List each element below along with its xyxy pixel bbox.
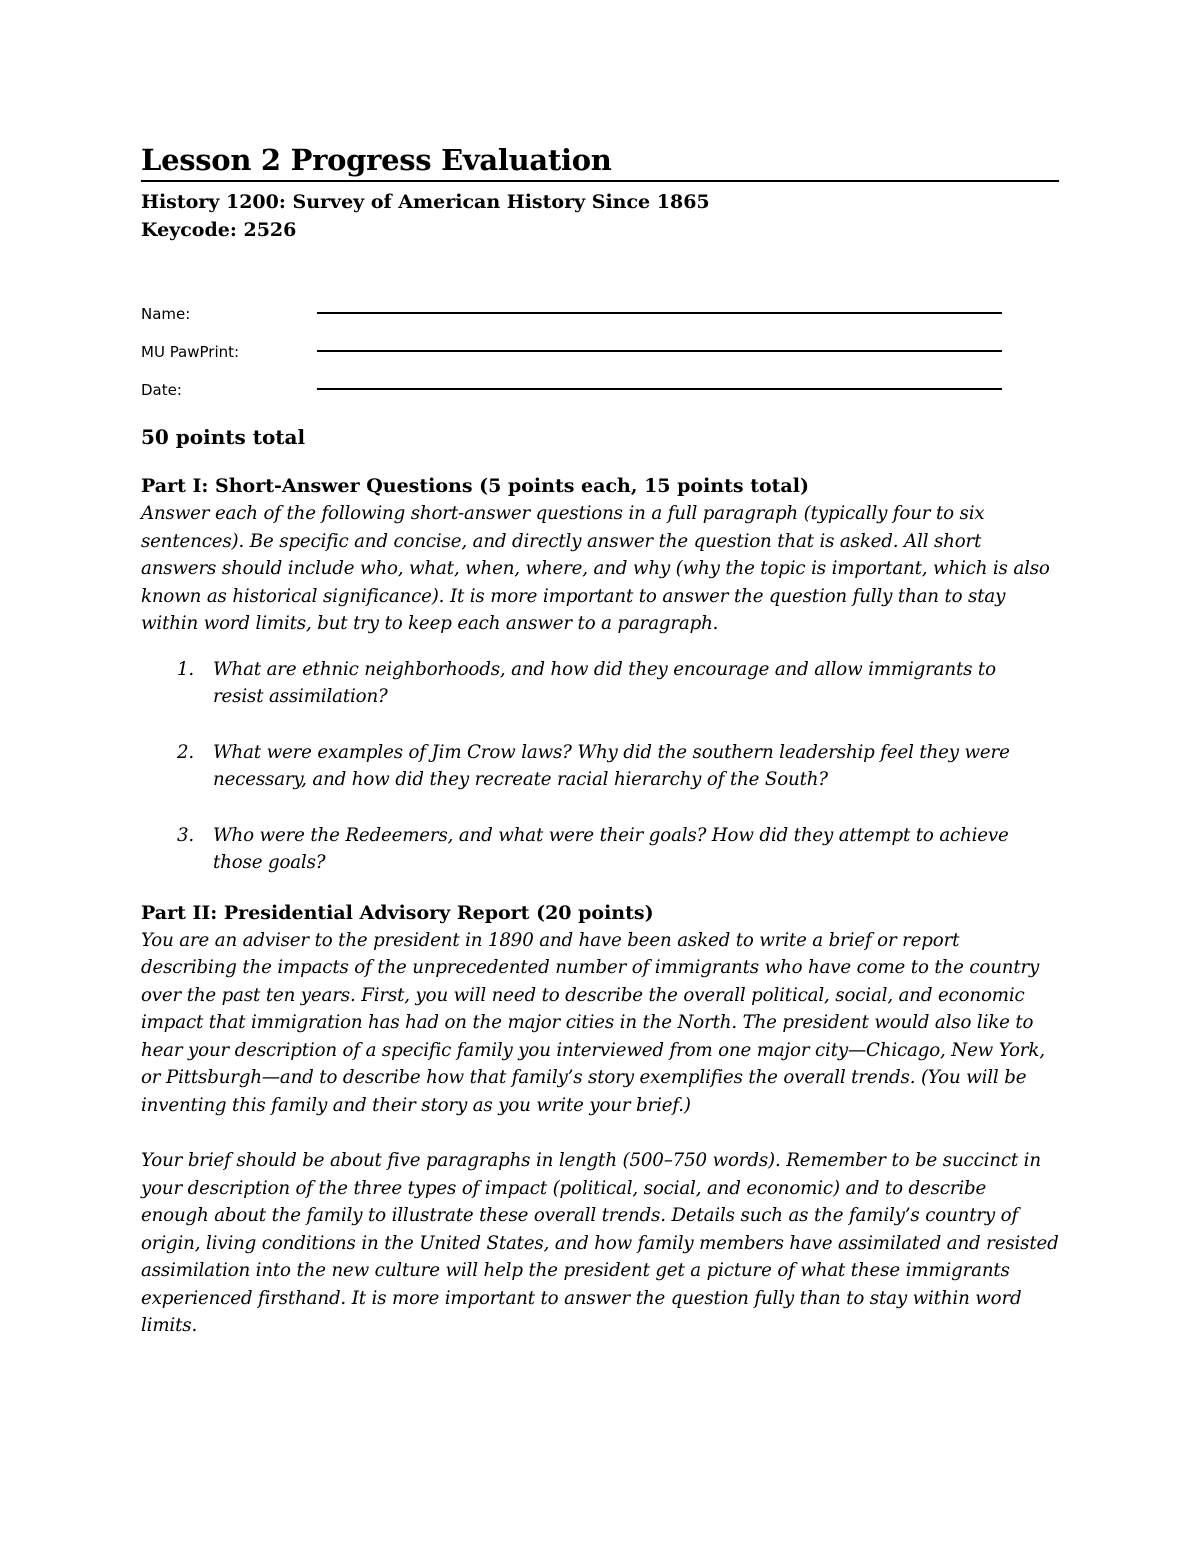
date-row [141,364,1002,402]
question-list [141,656,1059,877]
question-item [141,822,1059,877]
points-total: 50 points total [141,425,306,449]
name-row [141,288,1002,326]
pawprint-label: MU PawPrint: [141,343,240,361]
question-text: What were examples of Jim Crow laws? Why did the southern leadership feel they were necessary, and how did they recreate racial hierarchy of the South? [213,741,1010,790]
part2-paragraph-2: Your brief should be about five paragraphs in length (500–750 words). Remember to be succinct in your description of the three types of impact (political, social, and economic) and to describe enough about the family to illustrate these overall trends. Details such as the family’s country of origin, living conditions in the United States, and how family members have assimilated and resisted assimilation into the new culture will help the president get a picture of what these immigrants experienced firsthand. It is more important to answer the question fully than to stay within word limits. [141,1150,1059,1336]
date-label: Date: [141,381,182,399]
question-number: 3. [177,824,195,846]
name-field[interactable] [317,292,1002,314]
pawprint-row [141,326,1002,364]
student-info-fields [141,288,1002,402]
part1-heading: Part I: Short-Answer Questions (5 points each, 15 points total) [141,475,809,497]
question-number: 1. [177,658,195,680]
question-item [141,739,1059,794]
part2-paragraph-1: You are an adviser to the president in 1890 and have been asked to write a brief or report describing the impacts of the unprecedented number of immigrants who have come to the country over the past ten years. First, you will need to describe the overall political, social, and economic impact that immigration has had on the major cities in the North. The president would also like to hear your description of a specific family you interviewed from one major city—Chicago, New York, or Pittsburgh—and to describe how that family’s story exemplifies the overall trends. (You will be inventing this family and their story as you write your brief.) [141,929,1045,1116]
pawprint-field[interactable] [317,330,1002,352]
document-page [141,142,1059,1340]
part2-heading: Part II: Presidential Advisory Report (20 points) [141,901,654,924]
name-label: Name: [141,305,191,323]
question-item [141,656,1059,711]
course-info [141,188,1059,244]
question-number: 2. [177,741,195,763]
keycode: Keycode: 2526 [141,219,297,241]
course-name: History 1200: Survey of American History Since 1865 [141,191,710,213]
question-text: What are ethnic neighborhoods, and how did they encourage and allow immigrants to resist assimilation? [213,658,996,707]
question-text: Who were the Redeemers, and what were their goals? How did they attempt to achieve those goals? [213,824,1009,873]
date-field[interactable] [317,368,1002,390]
part1-instructions: Answer each of the following short-answer questions in a full paragraph (typically four to six sentences). Be specific and concise, and directly answer the question that is asked. All short answers should include who, what, when, where, and why (why the topic is important, which is also known as historical significance). It is more important to answer the question fully than to stay within word limits, but try to keep each answer to a paragraph. [141,503,1050,634]
page-title: Lesson 2 Progress Evaluation [141,142,1059,182]
